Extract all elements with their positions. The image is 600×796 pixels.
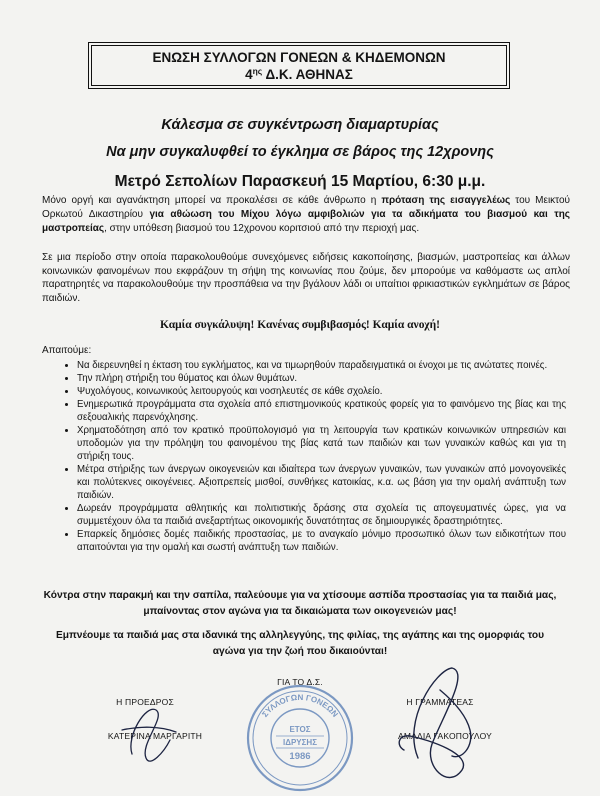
union-name: ΕΝΩΣΗ ΣΥΛΛΟΓΩΝ ΓΟΝΕΩΝ & ΚΗΔΕΜΟΝΩΝ	[152, 49, 446, 65]
seal-ring-text	[260, 693, 340, 719]
demand-item: • Την πλήρη στήριξη του θύματος και όλων θυμάτων.	[77, 372, 566, 385]
district-number: 4	[245, 66, 253, 82]
event-location-time: Μετρό Σεπολίων Παρασκευή 15 Μαρτίου, 6:30 μ.μ.	[114, 173, 486, 190]
demand-item: • Χρηματοδότηση από τον κρατικό προϋπολογισμό για τη λειτουργία των κρατικών κοινωνικών υπηρεσιών και υποδομών για την πρόληψη του φαινομένου της βίας κατά των παιδιών και των γυναικών καθώς και για τη στήριξη τους.	[77, 424, 566, 463]
seal-ring-textpath: ΣΥΛΛΟΓΩΝ ΓΟΝΕΩΝ	[260, 692, 340, 719]
president-title: Η ΠΡΟΕΔΡΟΣ	[116, 697, 174, 707]
demand-item: • Ψυχολόγους, κοινωνικούς λειτουργούς και νοσηλευτές σε κάθε σχολείο.	[77, 385, 566, 398]
intro-text-3: , στην υπόθεση βιασμού του 12χρονου κοριτσιού από την περιοχή μας.	[104, 223, 420, 234]
intro-text-1: Μόνο οργή και αγανάκτηση μπορεί να προκαλέσει σε κάθε άνθρωπο η	[42, 195, 382, 206]
closing-statement-inspire: Εμπνέουμε τα παιδιά μας στα ιδανικά της αλληλεγγύης, της φιλίας, της αγάπης και της ομορφιάς του αγώνα για την ζωή που δικαιούνται!	[55, 630, 545, 657]
secretary-name: ΑΜΑΛΙΑ ΓΑΚΟΠΟΥΛΟΥ	[397, 731, 493, 741]
footer-graphics	[0, 660, 600, 796]
seal-year-label: ΕΤΟΣ	[289, 725, 311, 734]
intro-paragraph	[42, 194, 570, 236]
demand-item: • Δωρεάν προγράμματα αθλητικής και πολιτιστικής δράσης στα σχολεία τις απογευματινές ώρες, για να συμμετέχουν όλα τα παιδιά ανεξαρτήτως οικονομικής δυνατότητας σε δημιουργικές δραστηριότητες.	[77, 502, 566, 528]
intro-bold-2: για αθώωση του Μίχου λόγω αμφιβολιών για τα αδικήματα του βιασμού και της μαστροπείας	[42, 209, 570, 234]
demand-item: • Να διερευνηθεί η έκταση του εγκλήματος, και να τιμωρηθούν παραδειγματικά οι ένοχοι με τις ανώτατες ποινές.	[77, 359, 566, 372]
union-district	[245, 66, 353, 83]
district-city: Δ.Κ. ΑΘΗΝΑΣ	[262, 66, 353, 82]
title-demand: Να μην συγκαλυφθεί το έγκλημα σε βάρος της 12χρονης	[106, 144, 494, 160]
intro-bold-1: πρόταση της εισαγγελέως	[381, 195, 511, 206]
intro-text-2: του Μεικτού Ορκωτού Δικαστηρίου	[42, 195, 571, 220]
district-ordinal-suffix: ης	[252, 65, 263, 76]
slogan: Καμία συγκάλυψη! Κανένας συμβιβασμός! Καμία ανοχή!	[160, 319, 440, 331]
title-call: Κάλεσμα σε συγκέντρωση διαμαρτυρίας	[161, 117, 439, 133]
for-board-label: ΓΙΑ ΤΟ Δ.Σ.	[277, 677, 323, 687]
president-signature	[122, 709, 176, 761]
demand-item: • Μέτρα στήριξης των άνεργων οικογενειών και ιδιαίτερα των άνεργων γυναικών, των γυναικών από μονογονεϊκές και πολύτεκνες οικογένειες. Αξιοπρεπείς μισθοί, συνθήκες κατοικίας, κ.α. ως βάση για την ομαλή ανάπτυξη των παιδιών.	[77, 463, 566, 502]
president-name: ΚΑΤΕΡΙΝΑ ΜΑΡΓΑΡΙΤΗ	[107, 731, 203, 741]
seal-founding-label: ΙΔΡΥΣΗΣ	[282, 738, 318, 747]
union-header-box	[88, 42, 510, 89]
closing-statement-fight: Κόντρα στην παρακμή και την σαπίλα, παλεύουμε για να χτίσουμε ασπίδα προστασίας για τα παιδιά μας, μπαίνοντας στον αγώνα για τα δικαιώματα των οικογενειών μας!	[43, 590, 557, 617]
demands-list	[60, 359, 566, 554]
association-seal	[248, 686, 352, 790]
seal-founding-year: 1986	[289, 751, 311, 762]
secretary-title: Η ΓΡΑΜΜΑΤΕΑΣ	[406, 697, 474, 707]
demand-item: • Ενημερωτικά προγράμματα στα σχολεία από επιστημονικούς κρατικούς φορείς για το φαινόμενο της βίας και της σεξουαλικής παρενόχλησης.	[77, 398, 566, 424]
demand-item: • Επαρκείς δημόσιες δομές παιδικής προστασίας, με το αναγκαίο μόνιμο προσωπικό όλων των ειδικοτήτων που απαιτούνται για την ομαλή και σωστή ανάπτυξη των παιδιών.	[77, 528, 566, 554]
demands-heading: Απαιτούμε:	[42, 345, 92, 356]
context-paragraph: Σε μια περίοδο στην οποία παρακολουθούμε συνεχόμενες ειδήσεις κακοποίησης, βιασμών, μαστροπείας και άλλων κοινωνικών φαινομένων που εκφράζουν τη σήψη της κοινωνίας που ζούμε, δεν μπορούμε να καθόμαστε ως απλοί παρατηρητές να παρακολουθούμε την προσπάθεια να την βγάλουν λάδι οι υπαίτιοι φρικιαστικών εγκλημάτων σε βάρος παιδιών.	[42, 252, 570, 304]
secretary-signature	[399, 668, 471, 777]
